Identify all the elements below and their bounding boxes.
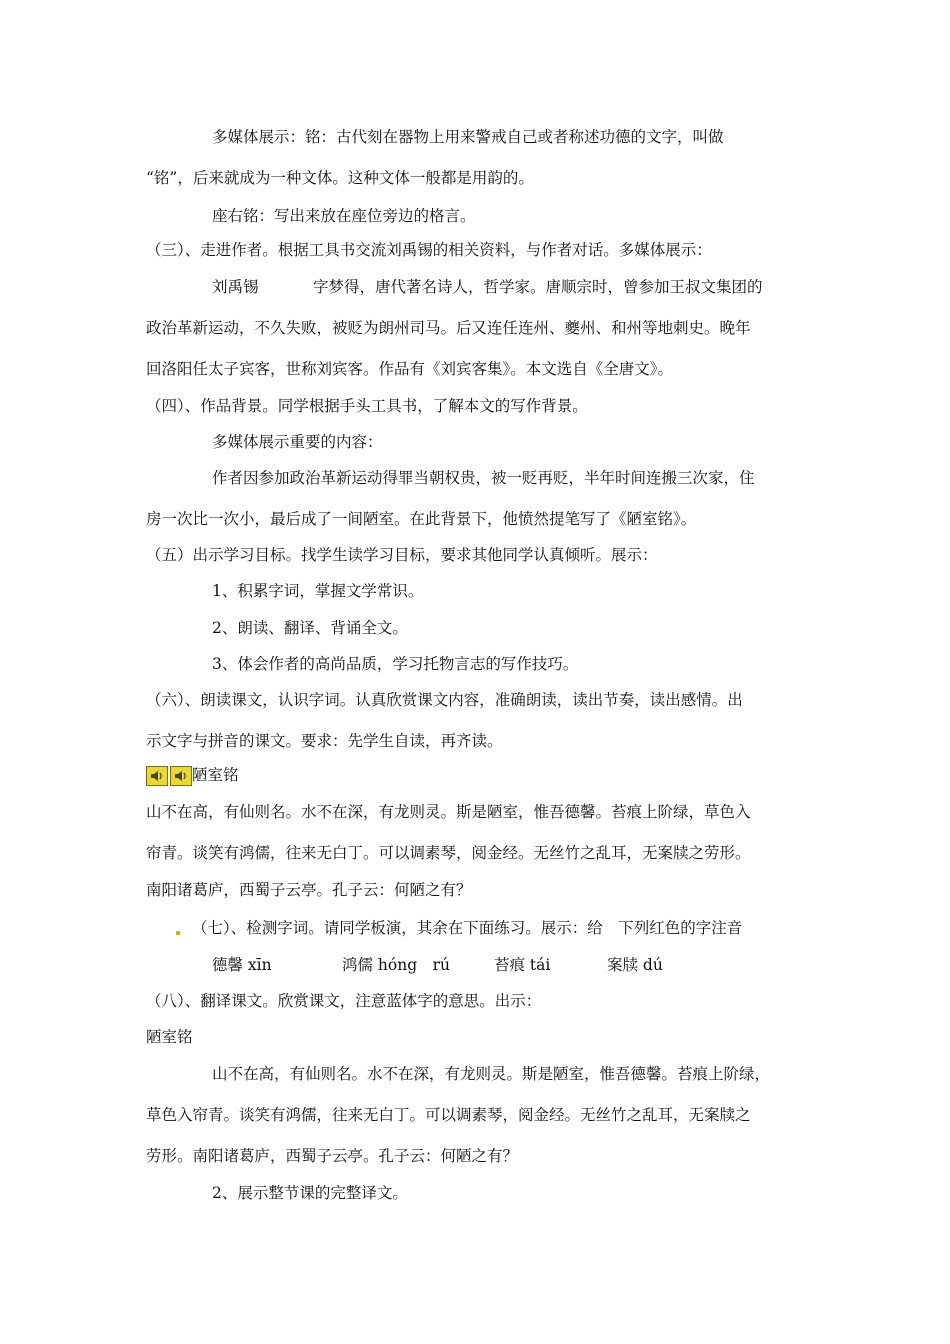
decorative-dot [176, 931, 180, 935]
heading-section-3: （三）、走进作者。根据工具书交流刘禹锡的相关资料，与作者对话。多媒体展示： [146, 241, 712, 259]
author-name: 刘禹锡 [212, 278, 259, 296]
translation-text-line1: 山不在高，有仙则名。水不在深，有龙则灵。斯是陋室，惟吾德馨。苔痕上阶绿， [212, 1065, 771, 1083]
paragraph-full-translation: 2、展示整节课的完整译文。 [212, 1184, 408, 1202]
heading-section-4: （四）、作品背景。同学根据手头工具书，了解本文的写作背景。 [146, 397, 588, 415]
paragraph-background-intro: 多媒体展示重要的内容： [212, 433, 383, 451]
translation-text-line2: 草色入帘青。谈笑有鸿儒，往来无白丁。可以调素琴，阅金经。无丝竹之乱耳，无案牍之 [146, 1106, 751, 1124]
classic-text-line1: 山不在高，有仙则名。水不在深，有龙则灵。斯是陋室，惟吾德馨。苔痕上阶绿，草色入 [146, 803, 751, 821]
paragraph-zuoyouming: 座右铭：写出来放在座位旁边的格言。 [212, 207, 476, 225]
audio-icons[interactable] [146, 766, 192, 786]
pinyin-andu: 案牍 dú [607, 956, 663, 974]
pinyin-taihen: 苔痕 tái [494, 956, 551, 974]
heading-section-6: （六）、朗读课文，认识字词。认真欣赏课文内容，准确朗读，读出节奏，读出感情。出 [146, 691, 743, 709]
pinyin-hongru: 鸿儒 hóng rú [342, 956, 451, 974]
author-bio-line1: 字梦得，唐代著名诗人，哲学家。唐顺宗时，曾参加王叔文集团的 [313, 278, 763, 296]
pinyin-dexin: 德馨 xīn [212, 956, 272, 974]
paragraph-background-line2: 房一次比一次小，最后成了一间陋室。在此背景下，他愤然提笔写了《陋室铭》。 [146, 510, 697, 528]
goal-item-2: 2、朗读、翻译、背诵全文。 [212, 619, 408, 637]
goal-item-1: 1、积累字词，掌握文学常识。 [212, 582, 424, 600]
text-title-lousiming: 陋室铭 [192, 766, 239, 784]
translation-title: 陋室铭 [146, 1028, 193, 1046]
heading-section-7: （七）、检测字词。请同学板演，其余在下面练习。展示：给 下列红色的字注音 [192, 919, 743, 937]
classic-text-line2: 帘青。谈笑有鸿儒，往来无白丁。可以调素琴，阅金经。无丝竹之乱耳，无案牍之劳形。 [146, 844, 751, 862]
author-bio-line2: 政治革新运动，不久失败，被贬为朗州司马。后又连任连州、夔州、和州等地刺史。晚年 [146, 319, 751, 337]
speaker-icon[interactable] [146, 766, 168, 786]
paragraph-background-line1: 作者因参加政治革新运动得罪当朝权贵，被一贬再贬，半年时间连搬三次家，住 [212, 469, 755, 487]
speaker-icon[interactable] [170, 766, 192, 786]
paragraph-reading-instructions: 示文字与拼音的课文。要求：先学生自读，再齐读。 [146, 732, 503, 750]
goal-item-3: 3、体会作者的高尚品质，学习托物言志的写作技巧。 [212, 655, 579, 673]
author-bio-line3: 回洛阳任太子宾客，世称刘宾客。作品有《刘宾客集》。本文选自《全唐文》。 [146, 360, 674, 378]
classic-text-line3: 南阳诸葛庐，西蜀子云亭。孔子云：何陋之有？ [146, 881, 472, 899]
paragraph-multimedia-ming: 多媒体展示：铭：古代刻在器物上用来警戒自己或者称述功德的文字，叫做 [212, 128, 724, 146]
heading-section-5: （五）出示学习目标。找学生读学习目标，要求其他同学认真倾听。展示： [146, 546, 658, 564]
paragraph-ming-continued: “铭”，后来就成为一种文体。这种文体一般都是用韵的。 [146, 169, 534, 187]
heading-section-8: （八）、翻译课文。欣赏课文，注意蓝体字的意思。出示： [146, 992, 542, 1010]
translation-text-line3: 劳形。南阳诸葛庐，西蜀子云亭。孔子云：何陋之有？ [146, 1147, 519, 1165]
